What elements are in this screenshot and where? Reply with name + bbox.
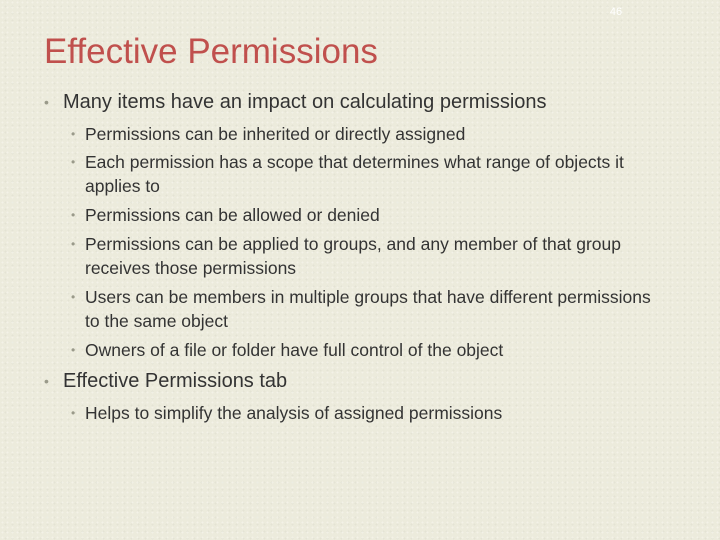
bullet-marker: • [71,237,76,251]
bullet-marker: • [71,127,76,141]
sub-bullet-item [70,232,670,280]
sub-bullet-item [70,338,670,362]
bullet-item [44,90,694,114]
sub-bullet-item [70,203,670,227]
sub-bullet-item [70,150,670,198]
bullet-marker: • [71,406,76,420]
bullet-item [44,369,694,393]
bullet-marker: • [44,94,49,110]
sub-bullet-text: Permissions can be applied to groups, and any member of that group receives those permissions [85,234,622,278]
bullet-marker: • [44,373,49,389]
sub-bullet-text: Permissions can be inherited or directly assigned [85,124,466,144]
sub-bullet-item [70,285,670,333]
sub-bullet-text: Owners of a file or folder have full control of the object [85,340,504,360]
sub-bullet-text: Helps to simplify the analysis of assigned permissions [85,403,503,423]
bullet-marker: • [71,155,76,169]
bullet-marker: • [71,290,76,304]
bullet-marker: • [71,343,76,357]
slide-number: 46 [609,6,623,18]
sub-bullet-text: Users can be members in multiple groups that have different permissions to the same object [85,287,651,331]
bullet-marker: • [71,208,76,222]
sub-bullet-text: Permissions can be allowed or denied [85,205,380,225]
bullet-text: Many items have an impact on calculating permissions [63,91,547,113]
sub-bullet-item [70,401,670,425]
sub-bullet-item [70,122,670,146]
slide-title: Effective Permissions [44,32,378,71]
sub-bullet-text: Each permission has a scope that determines what range of objects it applies to [85,152,624,196]
bullet-text: Effective Permissions tab [63,370,288,392]
